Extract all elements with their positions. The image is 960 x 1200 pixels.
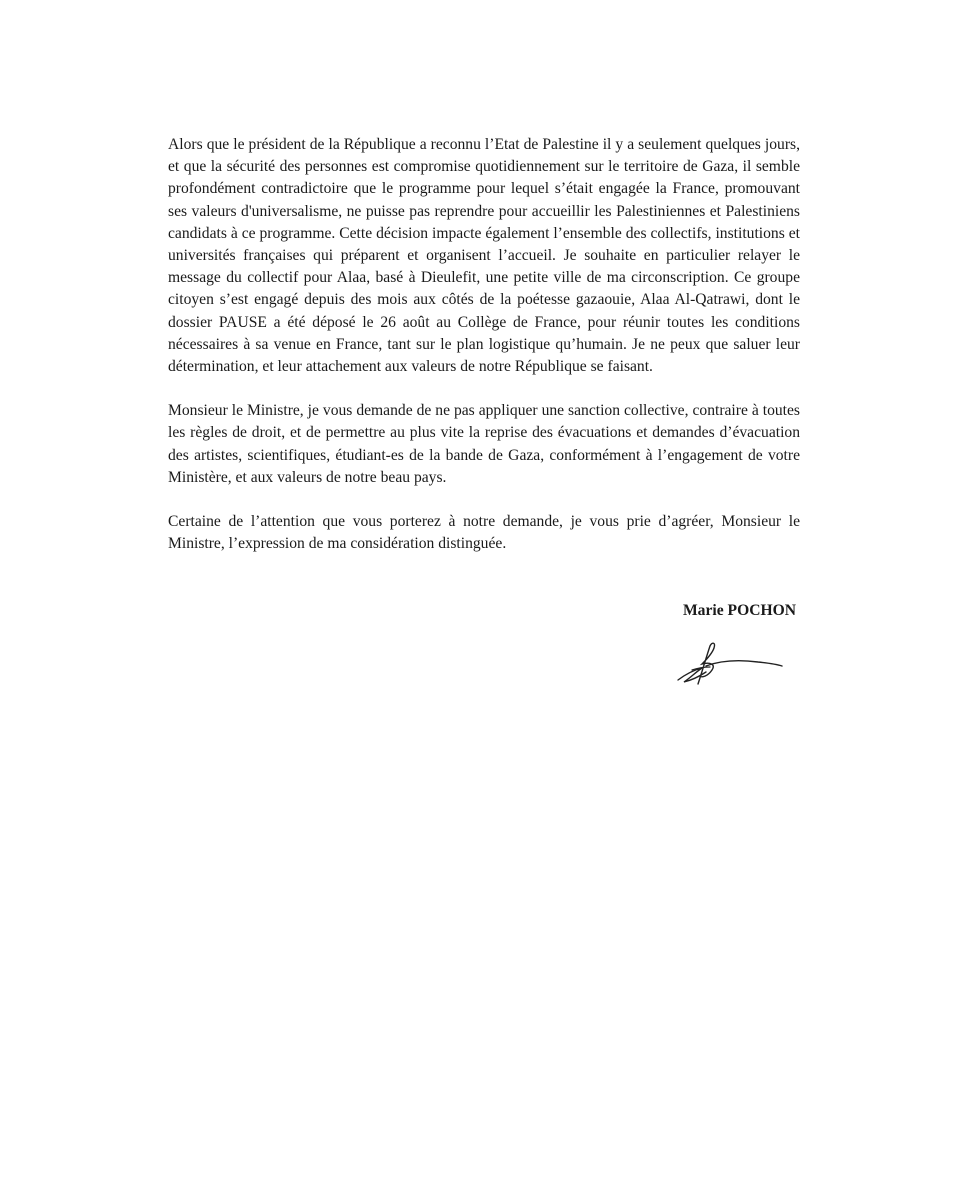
handwritten-signature-icon: [672, 640, 788, 688]
letter-body: [168, 134, 800, 577]
paragraph-request: Monsieur le Ministre, je vous demande de ne pas appliquer une sanction collective, contraire à toutes les règles de droit, et de permettre au plus vite la reprise des évacuations et demandes d’évacuation des artistes, scientifiques, étudiant-es de la bande de Gaza, conformément à l’engagement de votre Ministère, et aux valeurs de notre beau pays.: [168, 402, 800, 486]
paragraph-closing: Certaine de l’attention que vous porterez à notre demande, je vous prie d’agréer, Monsieur le Ministre, l’expression de ma considération distinguée.: [168, 513, 800, 553]
signatory-name: Marie POCHON: [682, 602, 796, 619]
paragraph-context: Alors que le président de la République a reconnu l’Etat de Palestine il y a seulement quelques jours, et que la sécurité des personnes est compromise quotidiennement sur le territoire de Gaza, il semble profondément contradictoire que le programme pour lequel s’était engagée la France, promouvant ses valeurs d'universalisme, ne puisse pas reprendre pour accueillir les Palestiniennes et Palestiniens candidats à ce programme. Cette décision impacte également l’ensemble des collectifs, institutions et universités françaises qui préparent et organisent l’accueil. Je souhaite en particulier relayer le message du collectif pour Alaa, basé à Dieulefit, une petite ville de ma circonscription. Ce groupe citoyen s’est engagé depuis des mois aux côtés de la poétesse gazaouie, Alaa Al-Qatrawi, dont le dossier PAUSE a été déposé le 26 août au Collège de France, pour réunir toutes les conditions nécessaires à sa venue en France, tant sur le plan logistique qu’humain. Je ne peux que saluer leur détermination, et leur attachement aux valeurs de notre République se faisant.: [168, 136, 800, 376]
